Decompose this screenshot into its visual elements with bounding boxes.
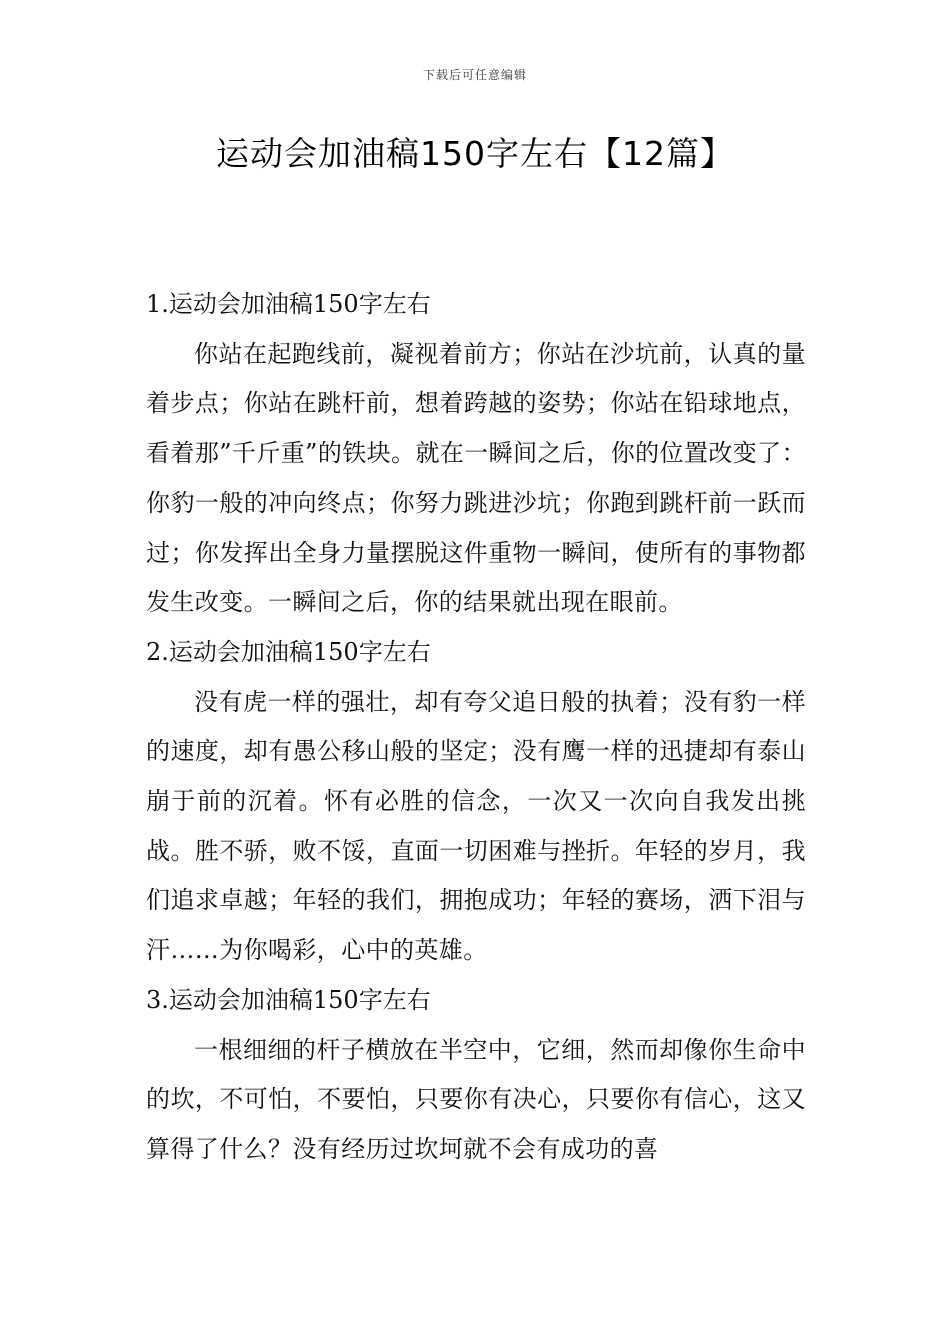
section-2 bbox=[146, 628, 806, 976]
section-heading: 3.运动会加油稿150字左右 bbox=[146, 985, 431, 1014]
section-body: 你站在起跑线前，凝视着前方；你站在沙坑前，认真的量着步点；你站在跳杆前，想着跨越的姿势；你站在铅球地点，看着那”千斤重”的铁块。就在一瞬间之后，你的位置改变了：你豹一般的冲向终点；你努力跳进沙坑；你跑到跳杆前一跃而过；你发挥出全身力量摆脱这件重物一瞬间，使所有的事物都发生改变。一瞬间之后，你的结果就出现在眼前。 bbox=[146, 339, 806, 617]
section-body: 一根细细的杆子横放在半空中，它细，然而却像你生命中的坎，不可怕，不要怕，只要你有决心，只要你有信心，这又算得了什么？没有经历过坎坷就不会有成功的喜 bbox=[146, 1035, 806, 1163]
section-heading: 2.运动会加油稿150字左右 bbox=[146, 637, 431, 666]
document-title: 运动会加油稿150字左右【12篇】 bbox=[216, 134, 734, 173]
document-content bbox=[146, 280, 806, 1175]
section-3 bbox=[146, 976, 806, 1175]
section-heading: 1.运动会加油稿150字左右 bbox=[146, 290, 431, 318]
section-1 bbox=[146, 280, 806, 628]
section-body: 没有虎一样的强壮，却有夸父追日般的执着；没有豹一样的速度，却有愚公移山般的坚定；没有鹰一样的迅捷却有泰山崩于前的沉着。怀有必胜的信念，一次又一次向自我发出挑战。胜不骄，败不馁，直面一切困难与挫折。年轻的岁月，我们追求卓越；年轻的我们，拥抱成功；年轻的赛场，洒下泪与汗……为你喝彩，心中的英雄。 bbox=[146, 687, 806, 965]
header-note: 下载后可任意编辑 bbox=[422, 68, 527, 82]
